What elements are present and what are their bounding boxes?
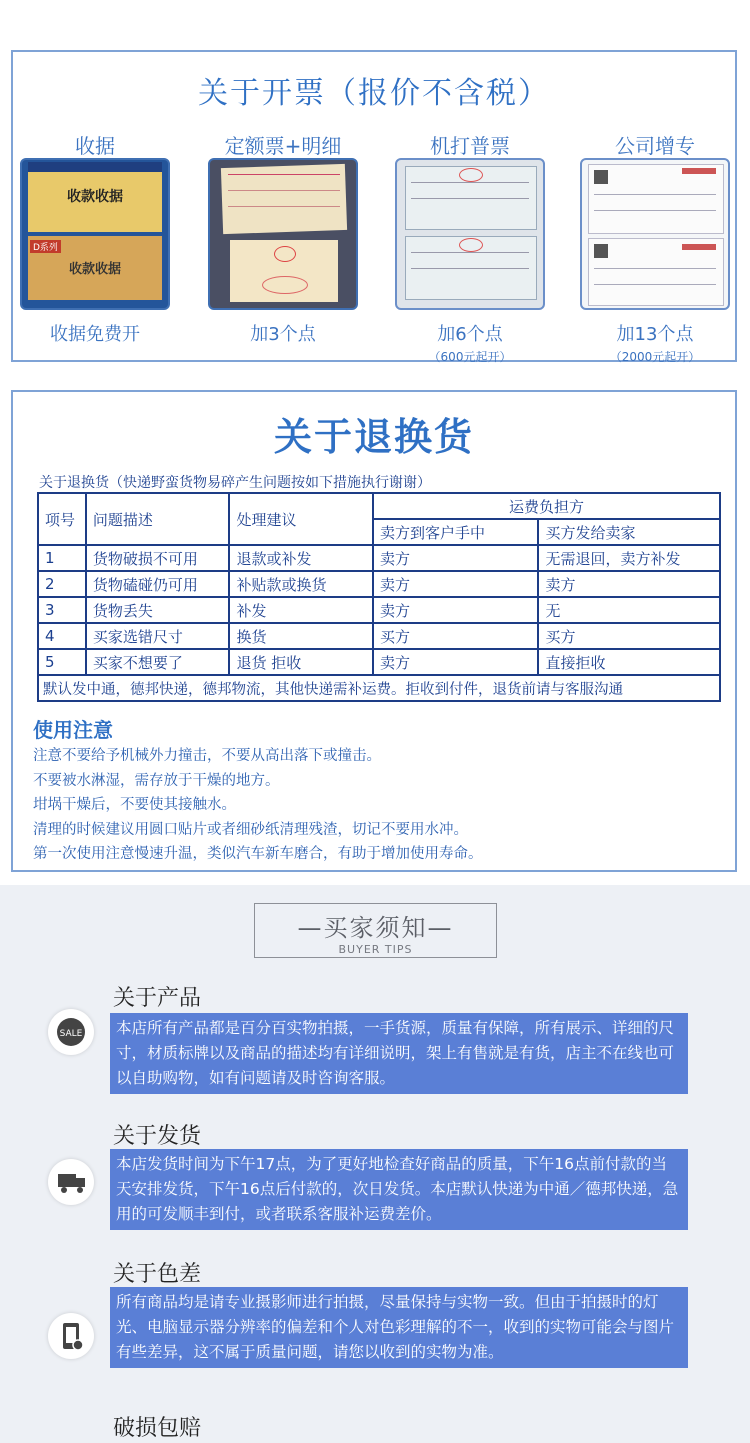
tip-title-damage: 破损包赔 <box>113 1416 202 1441</box>
usage-line: 坩埚干燥后，不要使其接触水。 <box>33 797 236 813</box>
row-no: 1 <box>38 545 86 571</box>
buyer-tips-title: —买家须知— <box>297 914 454 942</box>
svg-text:SALE: SALE <box>59 1029 83 1039</box>
invoice-option-vat <box>575 130 735 365</box>
usage-line: 注意不要给予机械外力撞击，不要从高出落下或撞击。 <box>33 748 381 764</box>
table-header-row <box>38 493 720 519</box>
phone-color-icon <box>48 1313 94 1359</box>
usage-line: 清理的时候建议用圆口贴片或者细砂纸清理残渣，切记不要用水冲。 <box>33 821 468 838</box>
invoice-option-machine <box>390 130 550 365</box>
returns-title: 关于退换货 <box>273 415 474 459</box>
header-no: 项号 <box>38 493 86 545</box>
top-strip <box>0 0 750 30</box>
header-buyer-to-seller: 买方发给卖家 <box>538 519 720 545</box>
row-desc: 买家选错尺寸 <box>86 623 230 649</box>
row-seller-cost: 买方 <box>373 623 538 649</box>
table-row <box>38 649 720 675</box>
buyer-tips-badge <box>254 903 497 958</box>
invoice-option-fee: 收据免费开 <box>50 324 140 345</box>
tip-body-shipping: 本店发货时间为下午17点，为了更好地检查好商品的质量，下午16点前付款的当天安排发货，下午16点后付款的，次日发货。本店默认快递为中通／德邦快递，急用的可发顺丰到付，或者联系客服补运费差价。 <box>110 1149 688 1230</box>
row-advice: 换货 <box>229 623 373 649</box>
sale-tag-icon <box>48 1009 94 1055</box>
row-desc: 货物破损不可用 <box>86 545 230 571</box>
invoice-option-name: 公司增专 <box>615 134 695 158</box>
buyer-tips-subtitle: BUYER TIPS <box>338 943 413 956</box>
returns-section <box>11 390 737 872</box>
row-no: 2 <box>38 571 86 597</box>
row-advice: 退货 拒收 <box>229 649 373 675</box>
tip-body-color: 所有商品均是请专业摄影师进行拍摄，尽量保持与实物一致。但由于拍摄时的灯光、电脑显示器分辨率的偏差和个人对色彩理解的不一，收到的实物可能会与图片有些差异，这不属于质量问题，请您以收到的实物为准。 <box>110 1287 688 1368</box>
invoice-option-minimum: （600元起开） <box>428 350 512 364</box>
header-advice: 处理建议 <box>229 493 373 545</box>
receipt-label-top: 收款收据 <box>67 189 123 205</box>
usage-title: 使用注意 <box>33 718 113 742</box>
invoice-option-fee: 加13个点 <box>616 324 694 345</box>
row-buyer-cost: 卖方 <box>538 571 720 597</box>
row-buyer-cost: 无需退回，卖方补发 <box>538 545 720 571</box>
table-row <box>38 597 720 623</box>
row-buyer-cost: 直接拒收 <box>538 649 720 675</box>
invoice-section <box>11 50 737 362</box>
row-no: 3 <box>38 597 86 623</box>
row-desc: 买家不想要了 <box>86 649 230 675</box>
invoice-option-quota <box>203 130 363 346</box>
row-buyer-cost: 买方 <box>538 623 720 649</box>
row-seller-cost: 卖方 <box>373 649 538 675</box>
row-desc: 货物磕碰仍可用 <box>86 571 230 597</box>
invoice-option-name: 收据 <box>75 134 115 158</box>
tip-title-shipping: 关于发货 <box>113 1124 202 1149</box>
invoice-option-name: 机打普票 <box>430 134 510 158</box>
invoice-option-receipt <box>15 130 175 346</box>
table-footer-row <box>38 675 720 701</box>
row-advice: 补发 <box>229 597 373 623</box>
row-seller-cost: 卖方 <box>373 571 538 597</box>
usage-line: 不要被水淋湿，需存放于干燥的地方。 <box>33 772 280 789</box>
row-advice: 补贴款或换货 <box>229 571 373 597</box>
tip-title-product: 关于产品 <box>113 986 202 1011</box>
returns-table <box>37 492 721 702</box>
usage-notes <box>33 744 483 867</box>
receipt-series-tag: D系列 <box>30 240 61 253</box>
invoice-option-minimum: （2000元起开） <box>609 350 701 364</box>
header-seller-to-buyer: 卖方到客户手中 <box>373 519 538 545</box>
invoice-option-fee: 加6个点 <box>437 324 503 345</box>
returns-subtitle: 关于退换货（快递野蛮货物易碎产生问题按如下措施执行谢谢） <box>39 475 431 491</box>
row-no: 4 <box>38 623 86 649</box>
header-shipping: 运费负担方 <box>373 493 720 519</box>
tip-title-color: 关于色差 <box>113 1262 202 1287</box>
row-seller-cost: 卖方 <box>373 597 538 623</box>
delivery-truck-icon <box>48 1159 94 1205</box>
machine-invoice-photo <box>395 158 545 310</box>
header-desc: 问题描述 <box>86 493 230 545</box>
returns-footer-note: 默认发中通，德邦快递，德邦物流，其他快递需补运费。拒收到付件，退货前请与客服沟通 <box>38 675 720 701</box>
table-row <box>38 623 720 649</box>
invoice-title: 关于开票（报价不含税） <box>198 76 550 111</box>
table-row <box>38 571 720 597</box>
usage-line: 第一次使用注意慢速升温，类似汽车新车磨合，有助于增加使用寿命。 <box>33 846 483 862</box>
row-no: 5 <box>38 649 86 675</box>
row-advice: 退款或补发 <box>229 545 373 571</box>
receipt-label-bottom: 收款收据 <box>68 262 121 277</box>
table-row <box>38 545 720 571</box>
invoice-option-fee: 加3个点 <box>250 324 316 345</box>
vat-invoice-photo <box>580 158 730 310</box>
row-buyer-cost: 无 <box>538 597 720 623</box>
quota-invoice-photo <box>208 158 358 310</box>
invoice-option-name: 定额票+明细 <box>224 134 342 158</box>
receipt-photo <box>20 158 170 310</box>
tip-body-product: 本店所有产品都是百分百实物拍摄，一手货源，质量有保障，所有展示、详细的尺寸，材质标牌以及商品的描述均有详细说明，架上有售就是有货，店主不在线也可以自助购物，如有问题请及时咨询客服。 <box>110 1013 688 1094</box>
buyer-tips-section <box>0 885 750 1443</box>
row-seller-cost: 卖方 <box>373 545 538 571</box>
row-desc: 货物丢失 <box>86 597 230 623</box>
